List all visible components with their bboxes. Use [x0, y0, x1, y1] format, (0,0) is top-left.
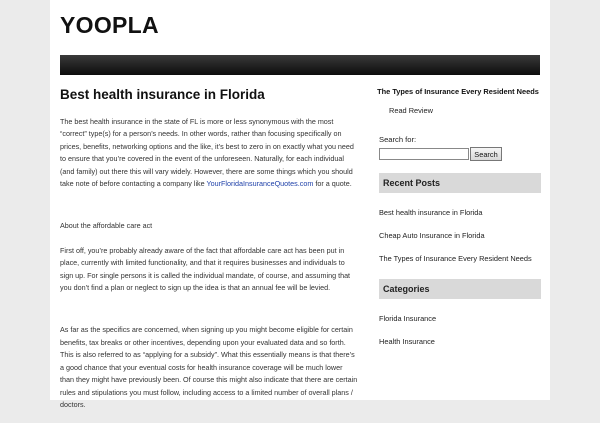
categories-list — [379, 313, 541, 347]
list-item — [379, 253, 541, 264]
recent-posts-heading: Recent Posts — [379, 173, 541, 193]
recent-post-link[interactable]: Cheap Auto Insurance in Florida — [379, 231, 485, 240]
post-paragraph-3: As far as the specifics are concerned, when signing up you might become eligible for certain benefits, tax breaks or other incentives, depending upon your evaluated data and so forth. This is also referred to as “applying for a subsidy”. What this essentially means is that there’s a good chance that your eventual costs for health insurance coverage will be much lower than they might have previously been. Of course this might also indicate that there are certain rules and stipulations you must follow, including access to a limited number of overall plans / doctors. — [60, 325, 358, 409]
search-input[interactable] — [379, 148, 469, 160]
search-label: Search for: — [379, 135, 417, 144]
paragraph-1-text: The best health insurance in the state of FL is more or less synonymous with the most “correct” type(s) for a person’s needs. In other words, rather than focusing specifically on prices, benefits, networking options and the like, it’s best to zero in on exactly what you need to ensure that you’re covered in the event of the unforeseen. Naturally, for each individual (and family) out there this will vary widely. However, there are some things which you should take note of before contacting a company like — [60, 117, 354, 189]
category-link[interactable]: Florida Insurance — [379, 314, 437, 323]
list-item — [379, 207, 541, 218]
post-title[interactable]: Best health insurance in Florida — [60, 87, 265, 102]
site-title[interactable]: YOOPLA — [60, 12, 159, 38]
category-link[interactable]: Health Insurance — [379, 337, 435, 346]
categories-heading: Categories — [379, 279, 541, 299]
page-container — [50, 0, 550, 409]
list-item — [379, 230, 541, 241]
sidebar — [379, 86, 541, 347]
post-paragraph-2: First off, you’re probably already aware of the fact that affordable care act has been put in place, currently with limited functionality, and that it requires businesses and individuals to sign up. For single persons it is called the individual mandate, of course, and assuming that you don’t find a plan or neglect to sign up the idea is that an annual fee will be levied. — [60, 245, 351, 293]
featured-post-link[interactable]: The Types of Insurance Every Resident Needs — [377, 87, 539, 96]
read-review-link[interactable]: Read Review — [389, 106, 433, 115]
quotes-site-link[interactable]: YourFloridaInsuranceQuotes.com — [206, 179, 314, 189]
post-paragraph-1 — [60, 116, 358, 190]
navigation-bar — [60, 55, 540, 75]
recent-posts-list — [379, 207, 541, 264]
recent-post-link[interactable]: Best health insurance in Florida — [379, 208, 483, 217]
recent-post-link[interactable]: The Types of Insurance Every Resident Needs — [379, 254, 532, 263]
search-form — [379, 148, 541, 162]
paragraph-1-end: for a quote. — [313, 179, 352, 189]
spacer — [60, 202, 358, 220]
main-content — [60, 86, 358, 423]
search-button[interactable]: Search — [470, 147, 502, 161]
spacer — [60, 306, 358, 324]
list-item — [379, 313, 541, 324]
list-item — [379, 336, 541, 347]
post-subheading: About the affordable care act — [60, 221, 153, 231]
